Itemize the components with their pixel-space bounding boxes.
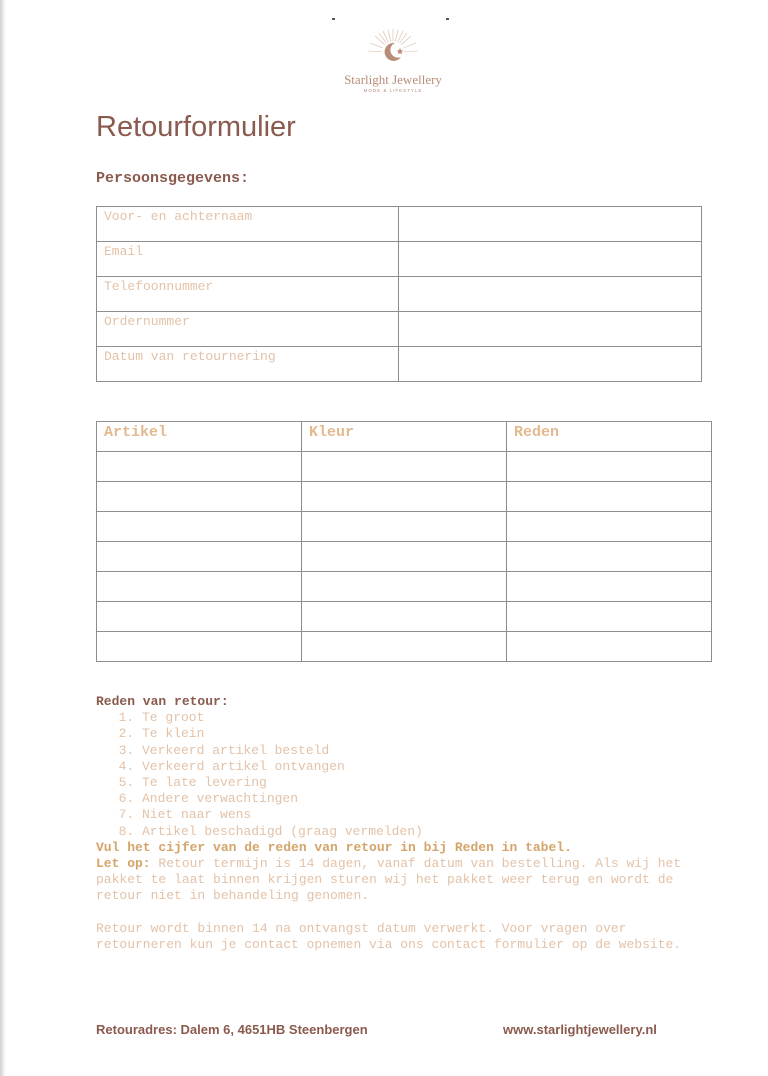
reasons-list <box>96 710 696 840</box>
table-row <box>97 312 702 347</box>
table-row <box>97 482 712 512</box>
list-item: 6. Andere verwachtingen <box>142 791 696 807</box>
table-row <box>97 632 712 662</box>
table-row <box>97 242 702 277</box>
list-item: 2. Te klein <box>142 726 696 742</box>
article-cell[interactable] <box>97 542 302 572</box>
list-item: 8. Artikel beschadigd (graag vermelden) <box>142 824 696 840</box>
field-label-email: Email <box>97 242 399 277</box>
table-header-row <box>97 422 712 452</box>
reason-cell[interactable] <box>507 542 712 572</box>
field-value-phone[interactable] <box>399 277 702 312</box>
table-row <box>97 347 702 382</box>
article-cell[interactable] <box>97 632 302 662</box>
field-label-return-date: Datum van retournering <box>97 347 399 382</box>
reason-cell[interactable] <box>507 632 712 662</box>
list-item: 3. Verkeerd artikel besteld <box>142 743 696 759</box>
brand-logo <box>318 28 468 98</box>
table-row <box>97 207 702 242</box>
column-header-reason: Reden <box>507 422 712 452</box>
personal-details-table <box>96 206 702 382</box>
return-term-note <box>96 856 696 905</box>
list-item: 1. Te groot <box>142 710 696 726</box>
brand-tagline: MODE & LIFESTYLE <box>363 88 423 93</box>
color-cell[interactable] <box>302 512 507 542</box>
column-header-color: Kleur <box>302 422 507 452</box>
note-label: Let op: <box>96 856 151 872</box>
article-cell[interactable] <box>97 572 302 602</box>
scan-mark <box>446 18 449 20</box>
table-row <box>97 512 712 542</box>
table-row <box>97 277 702 312</box>
color-cell[interactable] <box>302 452 507 482</box>
field-value-email[interactable] <box>399 242 702 277</box>
note-text: Retour termijn is 14 dagen, vanaf datum van bestelling. Als wij het pakket te laat binnen krijgen sturen wij het pakket weer terug en wordt de retour niet in behandeling genomen. <box>96 856 682 904</box>
sunburst-moon-star-icon <box>364 28 422 72</box>
field-value-order-number[interactable] <box>399 312 702 347</box>
personal-section-heading: Persoonsgegevens: <box>96 170 250 187</box>
page-title: Retourformulier <box>96 111 296 143</box>
field-label-phone: Telefoonnummer <box>97 277 399 312</box>
field-value-return-date[interactable] <box>399 347 702 382</box>
article-cell[interactable] <box>97 452 302 482</box>
reason-cell[interactable] <box>507 602 712 632</box>
spacer <box>96 905 696 921</box>
processing-note: Retour wordt binnen 14 na ontvangst datum verwerkt. Voor vragen over retourneren kun je contact opnemen via ons contact formulier op de website. <box>96 920 682 952</box>
table-row <box>97 602 712 632</box>
reason-cell[interactable] <box>507 482 712 512</box>
scan-mark <box>332 18 335 20</box>
article-cell[interactable] <box>97 512 302 542</box>
color-cell[interactable] <box>302 632 507 662</box>
field-label-name: Voor- en achternaam <box>97 207 399 242</box>
field-label-order-number: Ordernummer <box>97 312 399 347</box>
color-cell[interactable] <box>302 572 507 602</box>
article-cell[interactable] <box>97 602 302 632</box>
reason-cell[interactable] <box>507 512 712 542</box>
table-row <box>97 542 712 572</box>
return-reasons-section <box>96 694 696 953</box>
reasons-heading: Reden van retour: <box>96 694 229 709</box>
table-row <box>97 572 712 602</box>
reason-instruction: Vul het cijfer van de reden van retour in bij Reden in tabel. <box>96 839 572 855</box>
list-item: 5. Te late levering <box>142 775 696 791</box>
reason-cell[interactable] <box>507 452 712 482</box>
column-header-article: Artikel <box>97 422 302 452</box>
brand-name: Starlight Jewellery <box>344 72 442 87</box>
table-row <box>97 452 712 482</box>
color-cell[interactable] <box>302 542 507 572</box>
list-item: 7. Niet naar wens <box>142 807 696 823</box>
color-cell[interactable] <box>302 602 507 632</box>
reason-cell[interactable] <box>507 572 712 602</box>
return-address: Retouradres: Dalem 6, 4651HB Steenbergen <box>96 1022 368 1037</box>
article-cell[interactable] <box>97 482 302 512</box>
articles-table <box>96 421 712 662</box>
website-link[interactable]: www.starlightjewellery.nl <box>503 1022 657 1037</box>
color-cell[interactable] <box>302 482 507 512</box>
field-value-name[interactable] <box>399 207 702 242</box>
list-item: 4. Verkeerd artikel ontvangen <box>142 759 696 775</box>
page-edge-shadow <box>0 0 6 1076</box>
